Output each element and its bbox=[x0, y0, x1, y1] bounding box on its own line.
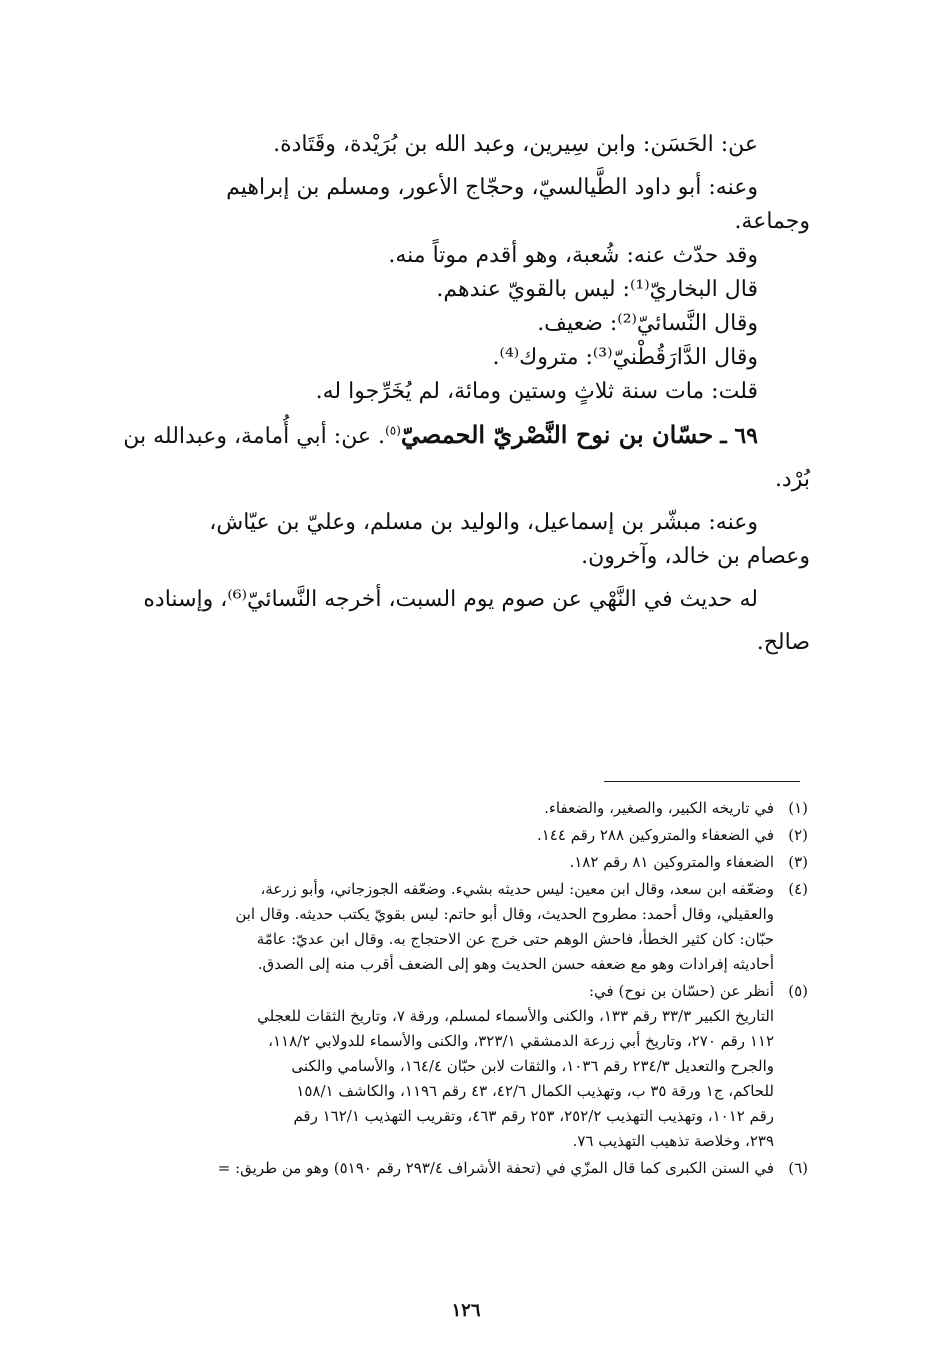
footnote-line: حبّان: كان كثير الخطأ، فاحش الوهم حتى خرج عن الاحتجاج به. وقال ابن عديّ: عامّة bbox=[256, 930, 774, 948]
footnote-number: (٢) bbox=[788, 826, 808, 844]
text-line: وقد حدّث عنه: شُعبة، وهو أقدم موتاً منه. bbox=[388, 243, 758, 268]
footnote-number: (٥) bbox=[788, 982, 808, 1000]
text-line: وعنه: أبو داود الطَّيالسيّ، وحجّاج الأعور، ومسلم بن إبراهيم bbox=[226, 175, 758, 200]
text-line: عن: الحَسَن: وابن سِيرين، وعبد الله بن بُرَيْدة، وقَتَادة. bbox=[273, 132, 758, 157]
footnote-line: الضعفاء والمتروكين ٨١ رقم ١٨٢. bbox=[569, 853, 774, 871]
footnote-number: (٣) bbox=[788, 853, 808, 871]
biography-entry bbox=[110, 418, 810, 454]
footnote-line: أحاديثه إفرادات وهو مع ضعفه حسن الحديث وهو إلى الضعف أقرب منه إلى الصدق. bbox=[257, 955, 774, 973]
footnote-line: التاريخ الكبير ٣٣/٣ رقم ١٣٣، والكنى والأسماء لمسلم، ورقة ٧، وتاريخ الثقات للعجلي bbox=[257, 1007, 774, 1025]
text-line: وجماعة. bbox=[734, 209, 810, 234]
footnote-line: للحاكم، ج١ ورقة ٣٥ ب، وتهذيب الكمال ٤٢/٦، ٤٣ رقم ١١٩٦، والكاشف ١٥٨/١ bbox=[296, 1082, 774, 1100]
text-line: وقال الدَّارَقُطْنيّ⁽³⁾: متروك⁽⁴⁾. bbox=[492, 345, 758, 370]
page-number: ١٢٦ bbox=[451, 1300, 481, 1321]
text-line: قلت: مات سنة ثلاثٍ وستين ومائة، لم يُخَرِّجوا له. bbox=[315, 379, 758, 404]
footnote bbox=[108, 979, 808, 1154]
footnote bbox=[108, 1156, 808, 1181]
main-text bbox=[110, 128, 810, 660]
footnote-line: ١١٢ رقم ٢٧٠، وتاريخ أبي زرعة الدمشقي ٣٢٣/١، والكنى والأسماء للدولابي ١١٨/٢، bbox=[268, 1032, 774, 1050]
footnote bbox=[108, 823, 808, 848]
footnote-line: والجرح والتعديل ٢٣٤/٣ رقم ١٠٣٦، والثقات لابن حبّان ١٦٤/٤، والأسامي والكنى bbox=[291, 1057, 774, 1075]
text-line: صالح. bbox=[756, 630, 810, 655]
text-line: وعصام بن خالد، وآخرون. bbox=[581, 544, 810, 569]
text-line: له حديث في النَّهْي عن صوم يوم السبت، أخرجه النَّسائيّ⁽⁶⁾، وإسناده bbox=[143, 587, 758, 612]
footnotes bbox=[108, 796, 808, 1183]
footnote-line: والعقيلي، وقال أحمد: مطروح الحديث، وقال أبو حاتم: ليس بقويّ يكتب حديثه. وقال ابن bbox=[235, 905, 774, 923]
text-line: بُرْد. bbox=[774, 467, 810, 492]
footnote bbox=[108, 850, 808, 875]
footnote-line: أنظر عن (حسّان بن نوح) في: bbox=[588, 982, 774, 1000]
footnote-line: ٢٣٩، وخلاصة تذهيب التهذيب ٧٦. bbox=[572, 1132, 774, 1150]
entry-text: . عن: أبي أُمامة، وعبدالله بن bbox=[123, 424, 386, 449]
footnote-line: رقم ١٠١٢، وتهذيب التهذيب ٢٥٢/٢، ٢٥٣ رقم ٤٦٣، وتقريب التهذيب ١٦٢/١ رقم bbox=[293, 1107, 774, 1125]
footnote-separator bbox=[604, 781, 800, 782]
footnote-line: وضعّفه ابن سعد، وقال ابن معين: ليس حديثه بشيء. وضعّفه الجوزجاني، وأبو زرعة، bbox=[260, 880, 774, 898]
text-line: وقال النَّسائيّ⁽²⁾: ضعيف. bbox=[537, 311, 758, 336]
footnote-line: في تاريخه الكبير، والصغير، والضعفاء. bbox=[544, 799, 774, 817]
footnote-mark: (٥) bbox=[385, 423, 401, 438]
footnote-number: (٦) bbox=[788, 1159, 808, 1177]
entry-number: ٦٩ ـ bbox=[720, 423, 758, 449]
text-line: قال البخاريّ⁽¹⁾: ليس بالقويّ عندهم. bbox=[436, 277, 758, 302]
footnote bbox=[108, 796, 808, 821]
text-line: وعنه: مبشّر بن إسماعيل، والوليد بن مسلم، وعليّ بن عيّاش، bbox=[209, 510, 758, 535]
footnote-number: (١) bbox=[788, 799, 808, 817]
entry-name: حسّان بن نوح النَّصْريّ الحمصيّ bbox=[400, 420, 714, 449]
footnote-line: في الضعفاء والمتروكين ٢٨٨ رقم ١٤٤. bbox=[536, 826, 774, 844]
footnote-line: في السنن الكبرى كما قال المزّي في (تحفة الأشراف ٢٩٣/٤ رقم ٥١٩٠) وهو من طريق: = bbox=[217, 1159, 774, 1177]
footnote-number: (٤) bbox=[788, 880, 808, 898]
footnote bbox=[108, 877, 808, 977]
